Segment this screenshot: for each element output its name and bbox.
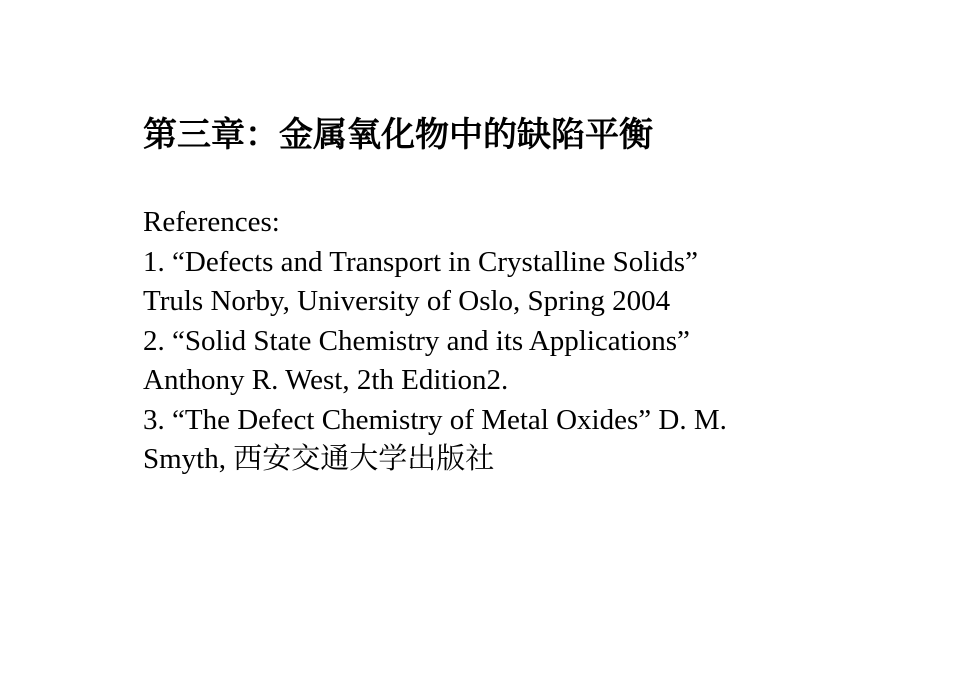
reference-line: Truls Norby, University of Oslo, Spring 2004 — [143, 285, 671, 317]
reference-line: Anthony R. West, 2th Edition2. — [143, 364, 509, 396]
reference-line: Smyth, 西安交通大学出版社 — [143, 443, 495, 475]
reference-line: 1. “Defects and Transport in Crystalline Solids” — [143, 245, 698, 278]
slide-title: 第三章：金属氧化物中的缺陷平衡 — [143, 115, 653, 155]
reference-line: 3. “The Defect Chemistry of Metal Oxides” D. M. — [143, 403, 727, 436]
references-block — [143, 203, 727, 480]
references-heading: References: — [143, 206, 280, 238]
reference-line: 2. “Solid State Chemistry and its Applications” — [143, 324, 690, 357]
